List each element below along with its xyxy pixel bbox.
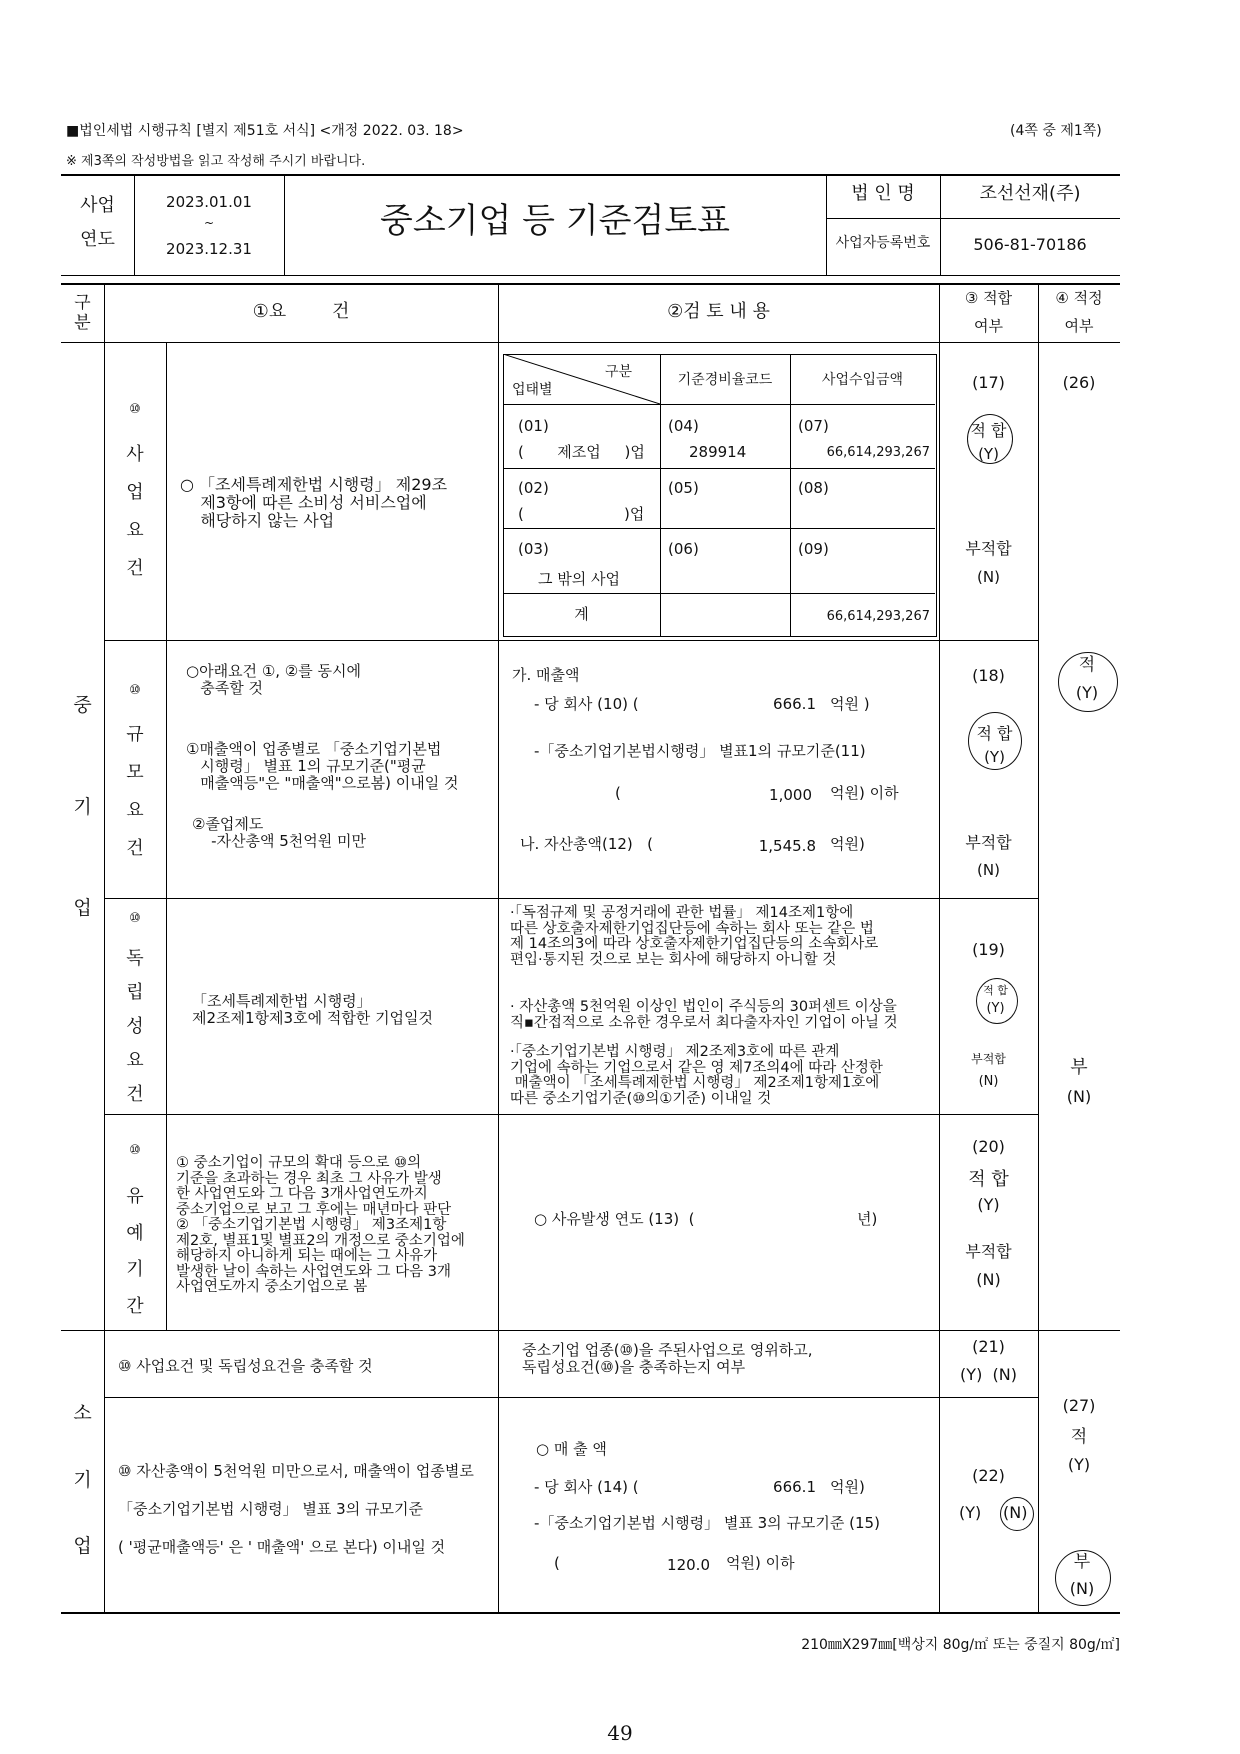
r3-name: 그 밖의 사업	[538, 570, 620, 588]
row102-fit-code: (18)	[972, 666, 1005, 685]
row102-label	[104, 720, 166, 860]
r2-c2-code: (05)	[668, 479, 699, 497]
bizno-label: 사업자등록번호	[835, 235, 931, 251]
page-of: (4쪽 중 제1쪽)	[1010, 123, 1102, 139]
vertical-char: 독	[126, 948, 144, 969]
paper-spec: 210㎜X297㎜[백상지 80g/㎡ 또는 중질지 80g/㎡]	[801, 1637, 1120, 1653]
year-label-2: 연도	[80, 229, 115, 250]
row102-limit-value: 1,000	[769, 786, 812, 804]
row106-limit-unit: 억원) 이하	[726, 1554, 795, 1572]
vertical-char: 예	[126, 1222, 144, 1244]
row101-fit-no: 부적합	[965, 539, 1012, 558]
small-proper-no-n: (N)	[1069, 1579, 1095, 1598]
small-proper-yes: 적	[1070, 1427, 1088, 1447]
row101-fit-yes: 적 합	[970, 421, 1007, 440]
col-proper-2: 여부	[1064, 317, 1094, 335]
row106-sales-value: 666.1	[773, 1478, 816, 1496]
form-reference: ■법인세법 시행규칙 [별지 제51호 서식] <개정 2022. 03. 18>	[66, 123, 464, 139]
vertical-char: 요	[126, 800, 144, 821]
row106-rev-b: - 당 회사 (14) (	[534, 1478, 639, 1496]
vertical-char: 중	[73, 694, 92, 716]
row103-rev-b: · 자산총액 5천억원 이상인 법인이 주식등의 30퍼센트 이상을 직▪간접적으로 소유한 경우로서 최다출자자인 기업이 아닐 것	[510, 999, 898, 1031]
row103-number: ⑩	[129, 911, 141, 926]
total-label: 계	[574, 605, 589, 623]
row106-fit-n: (N)	[1003, 1503, 1028, 1522]
col-fit-1: ③ 적합	[964, 289, 1013, 307]
row103-label	[104, 944, 166, 1106]
row103-requirement: 「조세특례제한법 시행령」 제2조제1항제3호에 적합한 기업일것	[192, 992, 434, 1027]
row102-asset-unit: 억원)	[830, 835, 865, 853]
small-proper-yes-y: (Y)	[1067, 1455, 1091, 1474]
period-start: 2023.01.01	[166, 193, 252, 211]
row103-rev-c: ·「중소기업기본법 시행령」 제2조제3호에 따른 관계 기업에 속하는 기업으로서 같은 영 제7조의4에 따라 산정한 매출액이 「조세특례제한법 시행령」 제2조제1항제1호에 따른 중소기업기준(⑩의①기준) 이내일 것	[510, 1044, 883, 1107]
bizno: 506-81-70186	[973, 235, 1087, 254]
table-col-code: 기준경비율코드	[677, 372, 773, 388]
vertical-char: 요	[126, 1050, 144, 1071]
col-gubun: 구 분	[74, 293, 91, 333]
r3-c2-code: (06)	[668, 540, 699, 558]
small-proper-no: 부	[1073, 1552, 1091, 1572]
row106-req-b: 「중소기업기본법 시행령」 별표 3의 규모기준	[118, 1500, 423, 1518]
r1-c3-code: (07)	[798, 417, 829, 435]
vertical-char: 규	[126, 724, 144, 745]
row102-req-b: ①매출액이 업종별로 「중소기업기본법 시행령」 별표 1의 규모기준("평균 매출액등"은 "매출액"으로봄) 이내일 것	[186, 740, 459, 792]
writing-note: ※ 제3쪽의 작성방법을 읽고 작성해 주시기 바랍니다.	[66, 154, 366, 169]
sme-proper-no-n: (N)	[1066, 1087, 1092, 1106]
col-fit-2: 여부	[974, 317, 1003, 335]
table-col-revenue: 사업수입금액	[821, 372, 904, 388]
sme-proper-no: 부	[1070, 1057, 1088, 1078]
sme-proper-yes: 적	[1078, 655, 1096, 675]
row101-requirement: ○ 「조세특례제한법 시행령」 제29조 제3항에 따른 소비성 서비스업에 해당하지 않는 사업	[180, 475, 448, 530]
sme-proper-code: (26)	[1062, 373, 1096, 392]
row102-rev-e: 나. 자산총액(12) (	[520, 835, 653, 853]
r1-c2-code: (04)	[668, 417, 699, 435]
page-title: 중소기업 등 기준검토표	[379, 201, 731, 241]
row104-fit-yes-y: (Y)	[977, 1195, 1000, 1214]
row105-review: 중소기업 업종(⑩)을 주된사업으로 영위하고, 독립성요건(⑩)을 충족하는지 여부	[522, 1341, 813, 1376]
vertical-char: 성	[126, 1016, 144, 1037]
row106-rev-a: ○ 매 출 액	[536, 1440, 607, 1458]
row106-req-a: ⑩ 자산총액이 5천억원 미만으로서, 매출액이 업종별로	[118, 1462, 474, 1480]
vertical-char: 기	[73, 1468, 92, 1491]
period-end: 2023.12.31	[166, 240, 252, 258]
row106-limit-value: 120.0	[667, 1556, 710, 1574]
row102-rev-d: (	[615, 784, 621, 802]
row106-rev-d: (	[554, 1554, 560, 1572]
row102-sales-unit: 억원 )	[830, 695, 870, 713]
vertical-char: 기	[126, 1259, 144, 1281]
r2-name: ( )업	[518, 505, 645, 523]
col-proper-1: ④ 적정	[1055, 289, 1103, 307]
r3-code: (03)	[518, 540, 549, 558]
row104-label	[104, 1182, 166, 1318]
vertical-char: 립	[126, 982, 144, 1003]
row102-number: ⑩	[129, 683, 141, 698]
row102-sales-value: 666.1	[773, 695, 816, 713]
vertical-char: 업	[73, 1535, 92, 1557]
row104-rev: ○ 사유발생 연도 (13) (	[534, 1210, 695, 1228]
vertical-char: 건	[126, 558, 144, 579]
vertical-char: 간	[126, 1295, 144, 1317]
vertical-char: 건	[126, 838, 144, 859]
row104-fit-no-n: (N)	[976, 1270, 1001, 1289]
table-diag-bottom: 업태별	[512, 382, 553, 398]
r1-code: (01)	[518, 417, 549, 435]
vertical-char: 업	[73, 897, 92, 919]
r2-code: (02)	[518, 479, 549, 497]
row103-fit-code: (19)	[972, 940, 1005, 959]
row105-fit-yn: (Y) (N)	[960, 1365, 1017, 1384]
vertical-char: 사	[126, 444, 144, 465]
vertical-char: 기	[73, 795, 92, 818]
row106-req-c: ( '평균매출액등' 은 ' 매출액' 으로 본다) 이내일 것	[118, 1538, 446, 1556]
period-tilde: ~	[203, 216, 215, 230]
row101-label	[104, 440, 166, 580]
row102-fit-no-n: (N)	[977, 861, 1000, 879]
row106-sales-unit: 억원)	[830, 1478, 865, 1496]
section-sme-label	[61, 690, 104, 920]
row101-fit-no-n: (N)	[977, 568, 1000, 586]
row102-fit-no: 부적합	[965, 833, 1012, 852]
row103-fit-yes-y: (Y)	[986, 1001, 1005, 1016]
row104-fit-yes: 적 합	[968, 1169, 1009, 1190]
row106-fit-code: (22)	[972, 1466, 1005, 1485]
r3-c3-code: (09)	[798, 540, 829, 558]
row102-req-c: ②졸업제도 -자산총액 5천억원 미만	[192, 815, 366, 850]
year-label-1: 사업	[80, 195, 115, 216]
table-diag-top: 구분	[605, 364, 633, 380]
vertical-char: 건	[126, 1084, 144, 1105]
total-value: 66,614,293,267	[826, 609, 930, 624]
row104-number: ⑩	[129, 1143, 141, 1158]
row101-number: ⑩	[129, 402, 141, 417]
row102-rev-c: -「중소기업기본법시행령」 별표1의 규모기준(11)	[534, 742, 866, 760]
small-proper-code: (27)	[1062, 1396, 1096, 1415]
row105-fit-code: (21)	[972, 1337, 1005, 1356]
r1-c2-value: 289914	[689, 443, 747, 461]
row105-requirement: ⑩ 사업요건 및 독립성요건을 충족할 것	[118, 1357, 373, 1375]
vertical-char: 모	[126, 762, 144, 783]
r1-name: ( 제조업 )업	[518, 443, 645, 461]
row104-fit-no: 부적합	[965, 1242, 1012, 1261]
row106-fit-y: (Y)	[959, 1503, 982, 1522]
row102-fit-yes-y: (Y)	[984, 748, 1005, 766]
row102-limit-unit: 억원) 이하	[830, 784, 899, 802]
row104-fit-code: (20)	[972, 1137, 1005, 1156]
row102-rev-b: - 당 회사 (10) (	[534, 695, 639, 713]
section-small-label	[61, 1398, 104, 1558]
row102-rev-a: 가. 매출액	[512, 666, 580, 684]
row102-asset-value: 1,545.8	[758, 837, 816, 855]
row102-req-a: ○아래요건 ①, ②를 동시에 충족할 것	[186, 662, 361, 697]
corp-name: 조선선재(주)	[979, 183, 1081, 204]
page-number: 49	[607, 1721, 633, 1745]
vertical-char: 요	[126, 520, 144, 541]
col-requirement: ①요 건	[252, 301, 350, 322]
row106-rev-c: -「중소기업기본법 시행령」 별표 3의 규모기준 (15)	[534, 1514, 880, 1532]
col-review: ②검 토 내 용	[667, 301, 770, 322]
vertical-char: 유	[126, 1186, 144, 1207]
row101-fit-code: (17)	[972, 373, 1005, 392]
corp-name-label: 법 인 명	[851, 183, 915, 204]
row104-rev-unit: 년)	[857, 1210, 878, 1228]
vertical-char: 업	[126, 482, 144, 503]
r1-c3-value: 66,614,293,267	[826, 445, 930, 460]
row102-fit-yes: 적 합	[976, 724, 1013, 743]
vertical-char: 소	[73, 1402, 92, 1424]
row103-rev-a: ·「독점규제 및 공정거래에 관한 법률」 제14조제1항에 따른 상호출자제한기업집단등에 속하는 회사 또는 같은 법 제 14조의3에 따라 상호출자제한기업집단등의 소속회사로 편입·통지된 것으로 보는 회사에 해당하지 아니할 것	[510, 905, 879, 968]
r2-c3-code: (08)	[798, 479, 829, 497]
sme-proper-yes-y: (Y)	[1075, 683, 1099, 702]
row101-fit-yes-y: (Y)	[978, 445, 999, 463]
row103-fit-yes: 적 합	[983, 984, 1008, 997]
row103-fit-no: 부적합	[971, 1052, 1006, 1066]
row103-fit-no-n: (N)	[978, 1074, 999, 1089]
row104-requirement: ① 중소기업이 규모의 확대 등으로 ⑩의 기준을 초과하는 경우 최초 그 사유가 발생 한 사업연도와 그 다음 3개사업연도까지 중소기업으로 보고 그 후에는 매년마다 판단 ② 「중소기업기본법 시행령」 제3조제1항 제2호, 별표1및 별표2의 개정으로 중소기업에 해당하지 아니하게 되는 때에는 그 사유가 발생한 날이 속하는 사업연도와 그 다음 3개 사업연도까지 중소기업으로 봄	[176, 1155, 465, 1295]
